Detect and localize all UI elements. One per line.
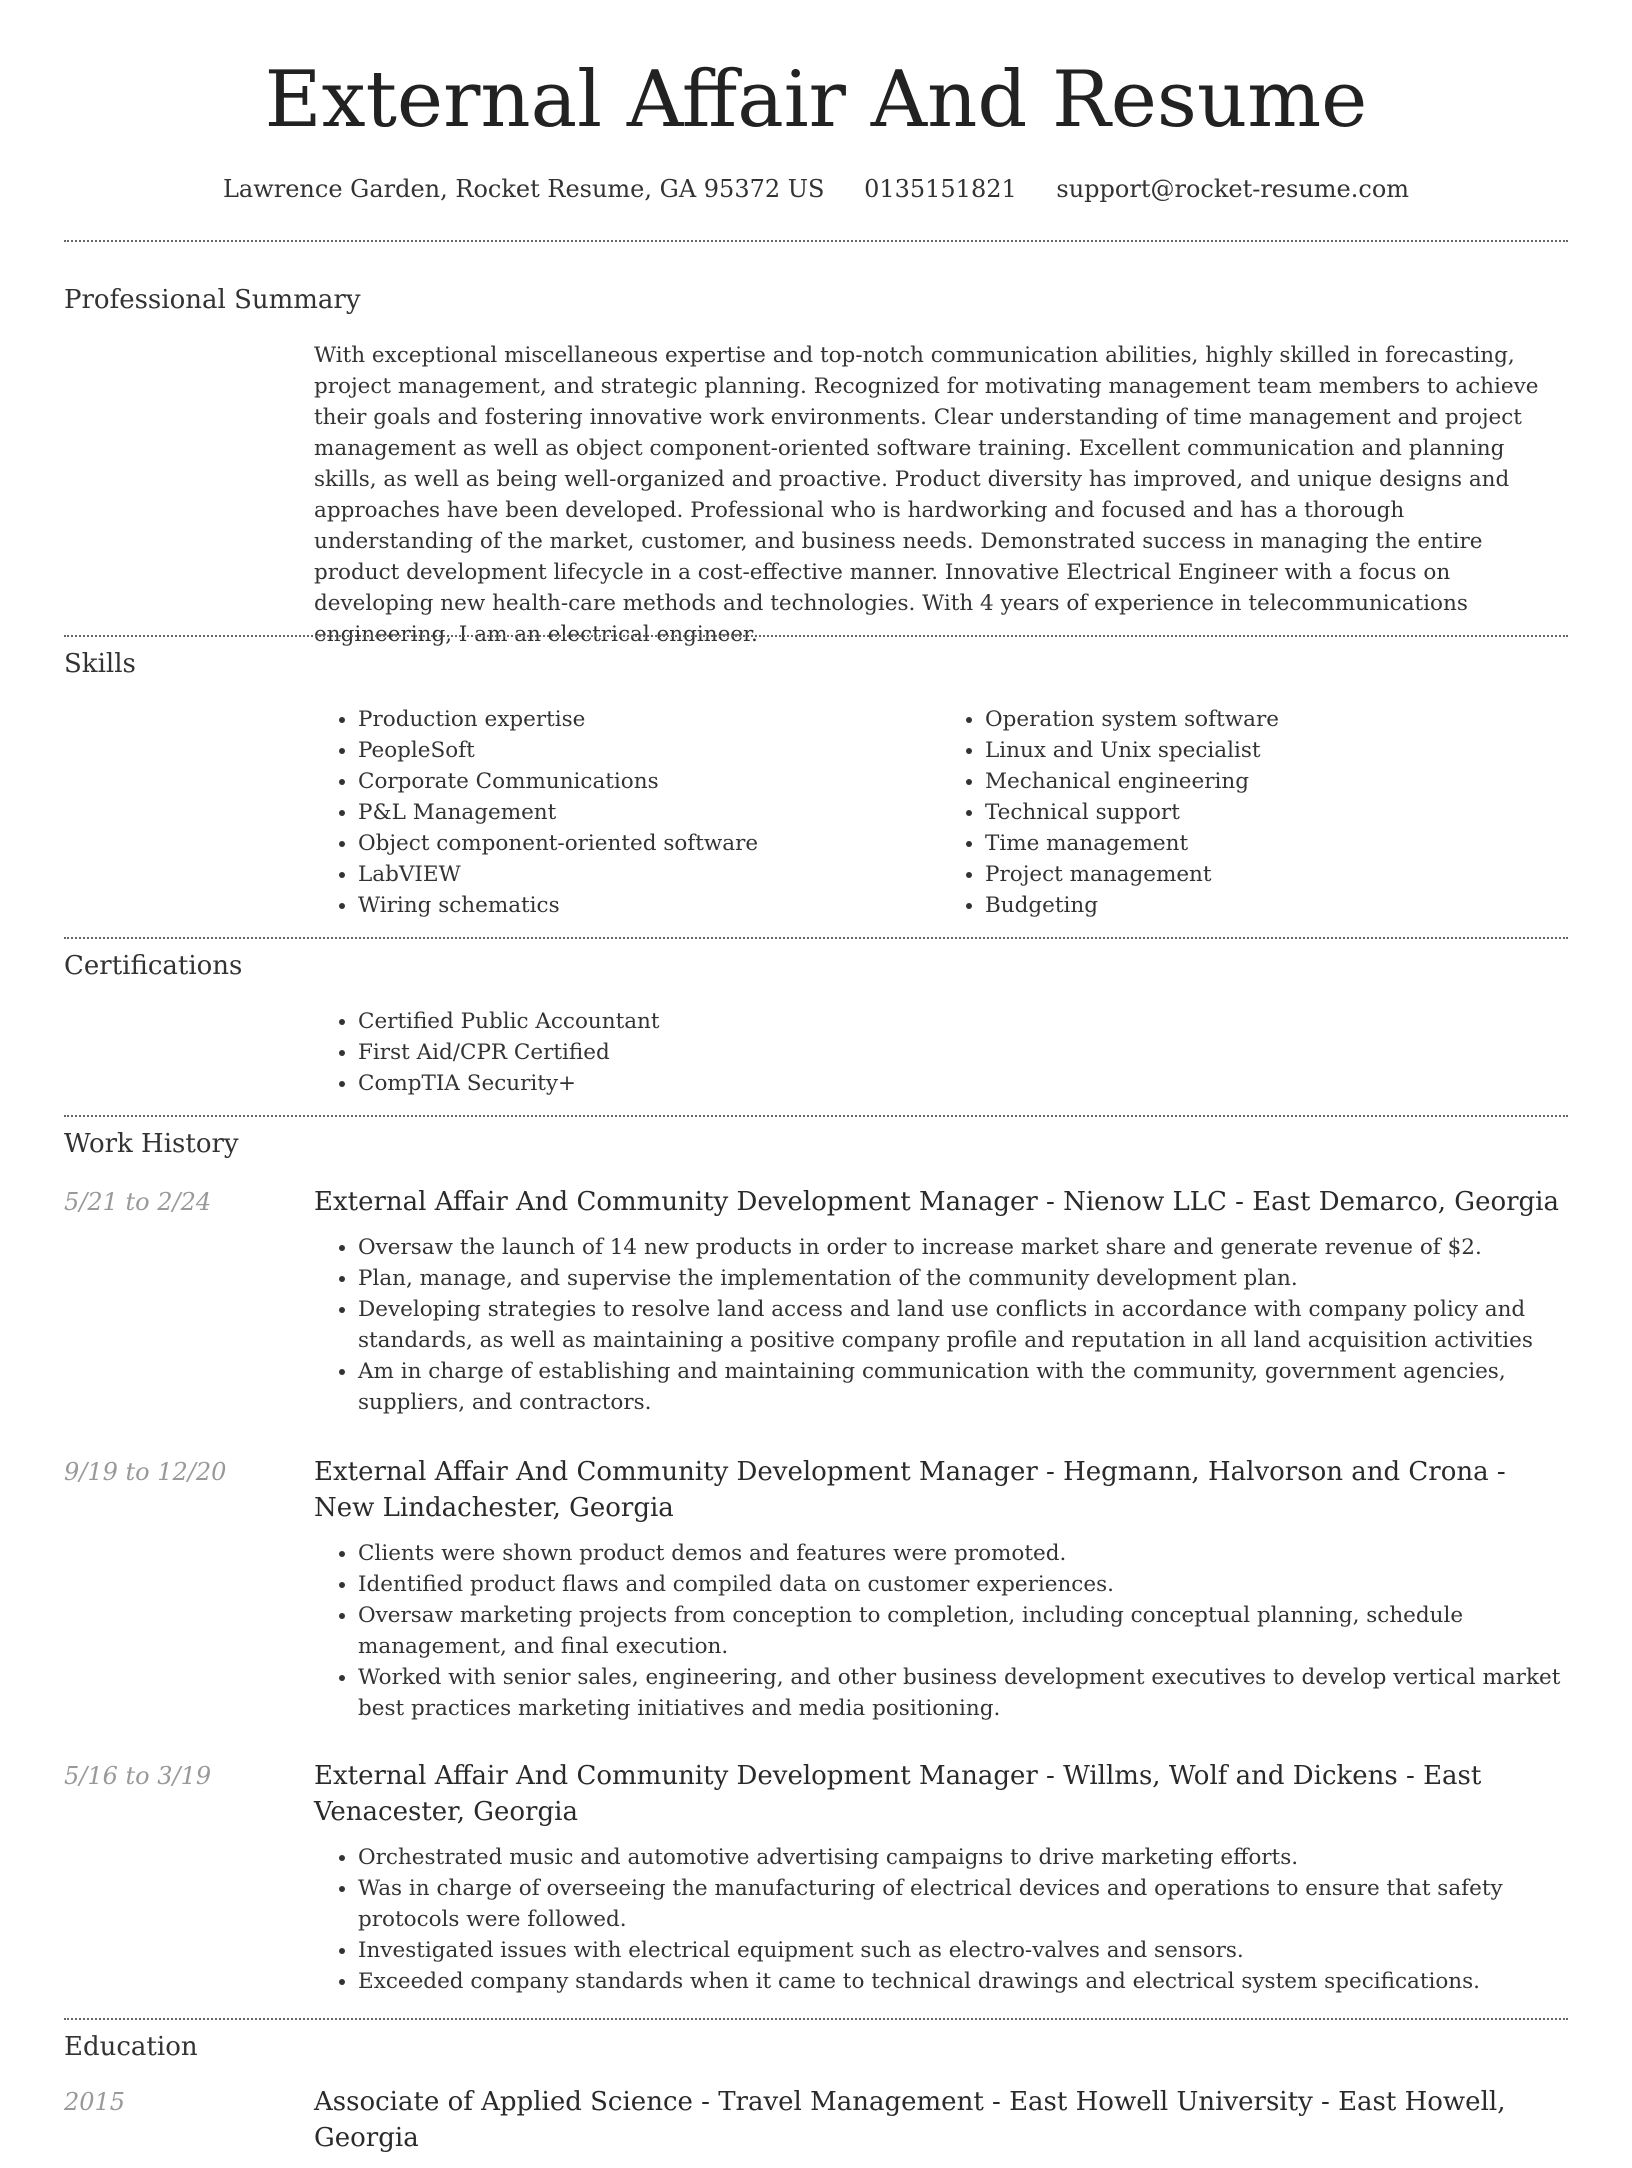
job-title: External Affair And Community Development Manager - Nienow LLC - East Demarco, Georgia — [314, 1187, 1559, 1217]
skill-item: • Production expertise — [358, 704, 941, 735]
job-bullets — [314, 1842, 1568, 1997]
job-entry — [314, 1758, 1568, 1997]
skill-item: • Technical support — [985, 797, 1568, 828]
divider — [64, 2018, 1568, 2020]
job-date: 5/21 to 2/24 — [64, 1188, 212, 1216]
resume-name: External Affair And Resume — [264, 55, 1368, 145]
skill-item: • Mechanical engineering — [985, 766, 1568, 797]
section-title-education: Education — [64, 2032, 198, 2062]
skill-item: • Object component-oriented software — [358, 828, 941, 859]
job-title: External Affair And Community Development Manager - Willms, Wolf and Dickens - East Venacester, Georgia — [314, 1761, 1482, 1827]
section-title-certifications: Certifications — [64, 951, 243, 981]
certifications-block — [314, 1006, 1568, 1099]
skills-list-left — [314, 704, 941, 921]
summary-text: With exceptional miscellaneous expertise and top-notch communication abilities, highly skilled in forecasting, project management, and strategic planning. Recognized for motivating management team members to achieve their goals and fostering innovative work environments. Clear understanding of time management and project management as well as object component-oriented software training. Excellent communication and planning skills, as well as being well-organized and proactive. Product diversity has improved, and unique designs and approaches have been developed. Professional who is hardworking and focused and has a thorough understanding of the market, customer, and business needs. Demonstrated success in managing the entire product development lifecycle in a cost-effective manner. Innovative Electrical Engineer with a focus on developing new health-care methods and technologies. With 4 years of experience in telecommunications engineering, I am an electrical engineer. — [314, 343, 1539, 647]
resume-header — [0, 0, 1632, 204]
skill-item: • LabVIEW — [358, 859, 941, 890]
section-title-work-history: Work History — [64, 1129, 239, 1159]
job-date: 9/19 to 12/20 — [64, 1458, 227, 1486]
job-bullet: • Orchestrated music and automotive advertising campaigns to drive marketing efforts. — [358, 1842, 1568, 1873]
job-bullet: • Oversaw marketing projects from conception to completion, including conceptual planning, schedule management, and final execution. — [358, 1600, 1568, 1662]
job-bullet: • Identified product flaws and compiled data on customer experiences. — [358, 1569, 1568, 1600]
skill-item: • Budgeting — [985, 890, 1568, 921]
certification-item: • CompTIA Security+ — [358, 1068, 1568, 1099]
skills-block — [314, 704, 1568, 921]
section-title-skills: Skills — [64, 649, 136, 679]
skills-list-right — [941, 704, 1568, 921]
skill-item: • Linux and Unix specialist — [985, 735, 1568, 766]
skill-item: • PeopleSoft — [358, 735, 941, 766]
contact-phone: 0135151821 — [864, 175, 1017, 203]
job-bullets — [314, 1232, 1568, 1418]
skill-item: • Time management — [985, 828, 1568, 859]
job-bullet: • Exceeded company standards when it came to technical drawings and electrical system specifications. — [358, 1966, 1568, 1997]
education-degree: Associate of Applied Science - Travel Management - East Howell University - East Howell, Georgia — [314, 2087, 1506, 2153]
skill-item: • Operation system software — [985, 704, 1568, 735]
job-bullet: • Oversaw the launch of 14 new products in order to increase market share and generate revenue of $2. — [358, 1232, 1568, 1263]
job-bullet: • Was in charge of overseeing the manufacturing of electrical devices and operations to ensure that safety protocols were followed. — [358, 1873, 1568, 1935]
contact-line — [0, 174, 1632, 204]
job-entry — [314, 1454, 1568, 1724]
contact-email: support@rocket-resume.com — [1056, 175, 1410, 203]
job-entry — [314, 1184, 1568, 1418]
skill-item: • Corporate Communications — [358, 766, 941, 797]
skill-item: • P&L Management — [358, 797, 941, 828]
job-bullet: • Clients were shown product demos and features were promoted. — [358, 1538, 1568, 1569]
education-entry — [314, 2084, 1568, 2168]
section-title-summary: Professional Summary — [64, 285, 361, 315]
job-date: 5/16 to 3/19 — [64, 1762, 212, 1790]
summary-block — [314, 340, 1568, 650]
education-date: 2015 — [64, 2088, 126, 2116]
certification-item: • First Aid/CPR Certified — [358, 1037, 1568, 1068]
job-bullet: • Worked with senior sales, engineering, and other business development executives to develop vertical market best practices marketing initiatives and media positioning. — [358, 1662, 1568, 1724]
divider — [64, 1115, 1568, 1117]
job-bullet: • Am in charge of establishing and maintaining communication with the community, government agencies, suppliers, and contractors. — [358, 1356, 1568, 1418]
divider — [64, 635, 1568, 637]
skill-item: • Wiring schematics — [358, 890, 941, 921]
job-title: External Affair And Community Development Manager - Hegmann, Halvorson and Crona - New Lindachester, Georgia — [314, 1457, 1506, 1523]
certifications-list — [314, 1006, 1568, 1099]
divider — [64, 240, 1568, 242]
job-bullet: • Investigated issues with electrical equipment such as electro-valves and sensors. — [358, 1935, 1568, 1966]
job-bullet: • Plan, manage, and supervise the implementation of the community development plan. — [358, 1263, 1568, 1294]
skill-item: • Project management — [985, 859, 1568, 890]
divider — [64, 937, 1568, 939]
certification-item: • Certified Public Accountant — [358, 1006, 1568, 1037]
job-bullets — [314, 1538, 1568, 1724]
contact-address: Lawrence Garden, Rocket Resume, GA 95372 US — [222, 175, 825, 203]
job-bullet: • Developing strategies to resolve land access and land use conflicts in accordance with company policy and standards, as well as maintaining a positive company profile and reputation in all land acquisition activities — [358, 1294, 1568, 1356]
